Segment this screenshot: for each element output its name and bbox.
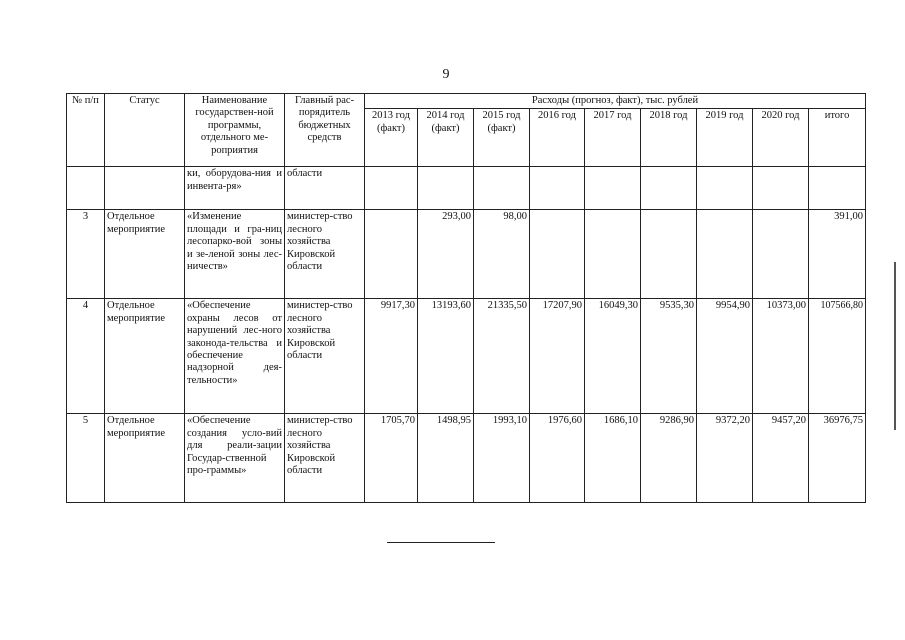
row-value-2015: 1993,10 (474, 414, 530, 503)
row-value-2016 (530, 167, 585, 210)
row-value-2020: 10373,00 (753, 299, 809, 414)
row-value-2018 (641, 167, 697, 210)
row-status (105, 167, 185, 210)
row-num: 5 (67, 414, 105, 503)
header-year-2017: 2017 год (585, 109, 641, 167)
scan-edge-mark (894, 262, 896, 430)
row-manager: министер-ство лесного хозяйства Кировской области (285, 210, 365, 299)
header-num: № п/п (67, 94, 105, 167)
row-value-2014: 293,00 (418, 210, 474, 299)
header-row-top (67, 94, 866, 109)
header-year-2015: 2015 год (факт) (474, 109, 530, 167)
row-total: 391,00 (809, 210, 866, 299)
header-year-2019: 2019 год (697, 109, 753, 167)
row-value-2020 (753, 210, 809, 299)
header-status: Статус (105, 94, 185, 167)
row-value-2016: 17207,90 (530, 299, 585, 414)
row-value-2015: 21335,50 (474, 299, 530, 414)
row-num: 4 (67, 299, 105, 414)
row-num: 3 (67, 210, 105, 299)
row-value-2020: 9457,20 (753, 414, 809, 503)
row-total: 36976,75 (809, 414, 866, 503)
row-value-2016 (530, 210, 585, 299)
header-budget-manager: Главный рас-порядитель бюджетных средств (285, 94, 365, 167)
row-value-2013: 9917,30 (365, 299, 418, 414)
row-value-2017: 16049,30 (585, 299, 641, 414)
row-value-2017 (585, 210, 641, 299)
header-year-2014: 2014 год (факт) (418, 109, 474, 167)
row-value-2016: 1976,60 (530, 414, 585, 503)
row-value-2019 (697, 167, 753, 210)
row-value-2013 (365, 167, 418, 210)
table-row (67, 210, 866, 299)
header-expenses: Расходы (прогноз, факт), тыс. рублей (365, 94, 866, 109)
row-value-2017: 1686,10 (585, 414, 641, 503)
row-total: 107566,80 (809, 299, 866, 414)
row-value-2013: 1705,70 (365, 414, 418, 503)
row-value-2018 (641, 210, 697, 299)
row-name: ки, оборудова-ния и инвента-ря» (185, 167, 285, 210)
table-row (67, 167, 866, 210)
row-value-2018: 9535,30 (641, 299, 697, 414)
row-value-2018: 9286,90 (641, 414, 697, 503)
row-name: «Изменение площади и гра-ниц лесопарко-вой зоны и зе-леной зоны лес-ничеств» (185, 210, 285, 299)
row-value-2019 (697, 210, 753, 299)
row-num (67, 167, 105, 210)
header-year-2018: 2018 год (641, 109, 697, 167)
row-manager: министер-ство лесного хозяйства Кировской области (285, 299, 365, 414)
table-row (67, 414, 866, 503)
row-value-2014: 1498,95 (418, 414, 474, 503)
table-row (67, 299, 866, 414)
header-year-2013: 2013 год (факт) (365, 109, 418, 167)
row-status: Отдельное мероприятие (105, 299, 185, 414)
row-value-2017 (585, 167, 641, 210)
row-name: «Обеспечение создания усло-вий для реали-зации Государ-ственной про-граммы» (185, 414, 285, 503)
row-status: Отдельное мероприятие (105, 210, 185, 299)
row-status: Отдельное мероприятие (105, 414, 185, 503)
header-program-name: Наименование государствен-ной программы, отдельного ме-роприятия (185, 94, 285, 167)
row-value-2019: 9372,20 (697, 414, 753, 503)
header-total: итого (809, 109, 866, 167)
row-total (809, 167, 866, 210)
row-manager: области (285, 167, 365, 210)
row-value-2015 (474, 167, 530, 210)
header-year-2016: 2016 год (530, 109, 585, 167)
row-value-2014 (418, 167, 474, 210)
page-number: 9 (442, 67, 450, 82)
row-value-2019: 9954,90 (697, 299, 753, 414)
row-value-2015: 98,00 (474, 210, 530, 299)
row-name: «Обеспечение охраны лесов от нарушений лес-ного законода-тельства и обеспечение надзорной дея-тельности» (185, 299, 285, 414)
row-value-2020 (753, 167, 809, 210)
bottom-rule-divider (387, 542, 495, 543)
row-value-2014: 13193,60 (418, 299, 474, 414)
budget-table (66, 93, 866, 503)
row-manager: министер-ство лесного хозяйства Кировской области (285, 414, 365, 503)
row-value-2013 (365, 210, 418, 299)
header-year-2020: 2020 год (753, 109, 809, 167)
